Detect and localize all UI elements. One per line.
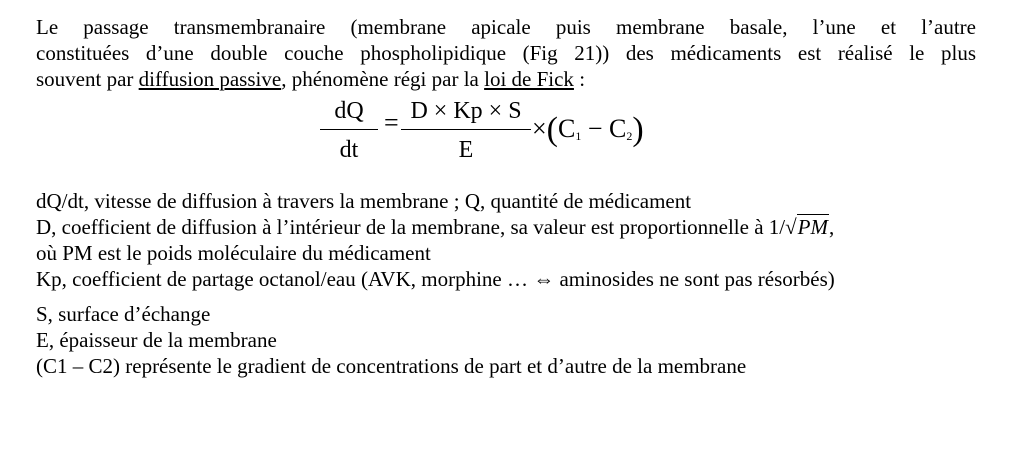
diffusion-passive-link[interactable]: diffusion passive: [138, 67, 282, 91]
def-s: S, surface d’échange: [36, 302, 211, 326]
def-d-comma: ,: [828, 215, 835, 239]
rhs-numerator: D × Kp × S: [410, 98, 522, 124]
def-c: (C1 – C2) représente le gradient de concentrations de part et d’autre de la membrane: [36, 354, 747, 378]
spacer: [36, 292, 976, 301]
c2-symbol: C: [609, 114, 627, 143]
lhs-fraction-bar: [320, 129, 378, 130]
c1-subscript: 1: [575, 129, 582, 143]
pm-radicand: PM: [797, 215, 828, 239]
right-paren: ): [632, 111, 644, 148]
equals-sign: =: [384, 108, 399, 137]
def-pm: où PM est le poids moléculaire du médicament: [36, 241, 431, 265]
rhs-denominator: E: [458, 137, 474, 163]
rhs-fraction: [401, 96, 531, 165]
definitions: [36, 188, 976, 379]
def-d: [36, 214, 976, 240]
lhs-denominator: dt: [339, 137, 359, 163]
c2-subscript: 2: [626, 129, 633, 143]
intro-line-3: [36, 66, 976, 92]
def-dq: dQ/dt, vitesse de diffusion à travers la membrane ; Q, quantité de médicament: [36, 189, 692, 213]
def-d-text: D, coefficient de diffusion à l’intérieur de la membrane, sa valeur est proportionnelle à 1/: [36, 215, 786, 239]
intro-text-a: souvent par: [36, 67, 139, 91]
intro-line-2: constituées d’une double couche phospholipidique (Fig 21)) des médicaments est réalisé le plus: [36, 41, 976, 65]
minus-sign: −: [587, 114, 603, 143]
intro-text-c: :: [573, 67, 586, 91]
document-page: [36, 14, 976, 379]
def-e: E, épaisseur de la membrane: [36, 328, 277, 352]
times-sign: ×: [532, 114, 547, 143]
sqrt-icon: √: [785, 215, 797, 239]
fick-formula: [36, 94, 976, 182]
intro-text-b: , phénomène régi par la: [281, 67, 485, 91]
def-kp: Kp, coefficient de partage octanol/eau (AVK, morphine … ⇔ aminosides ne sont pas résorbés): [36, 267, 835, 291]
rhs-fraction-bar: [401, 129, 531, 130]
concentration-term: [532, 108, 644, 146]
c1-symbol: C: [558, 114, 576, 143]
loi-de-fick-link[interactable]: loi de Fick: [484, 67, 574, 91]
left-paren: (: [546, 111, 558, 148]
lhs-fraction: [320, 96, 378, 165]
lhs-numerator: dQ: [334, 98, 364, 124]
intro-line-1: Le passage transmembranaire (membrane apicale puis membrane basale, l’une et l’autre: [36, 15, 976, 39]
